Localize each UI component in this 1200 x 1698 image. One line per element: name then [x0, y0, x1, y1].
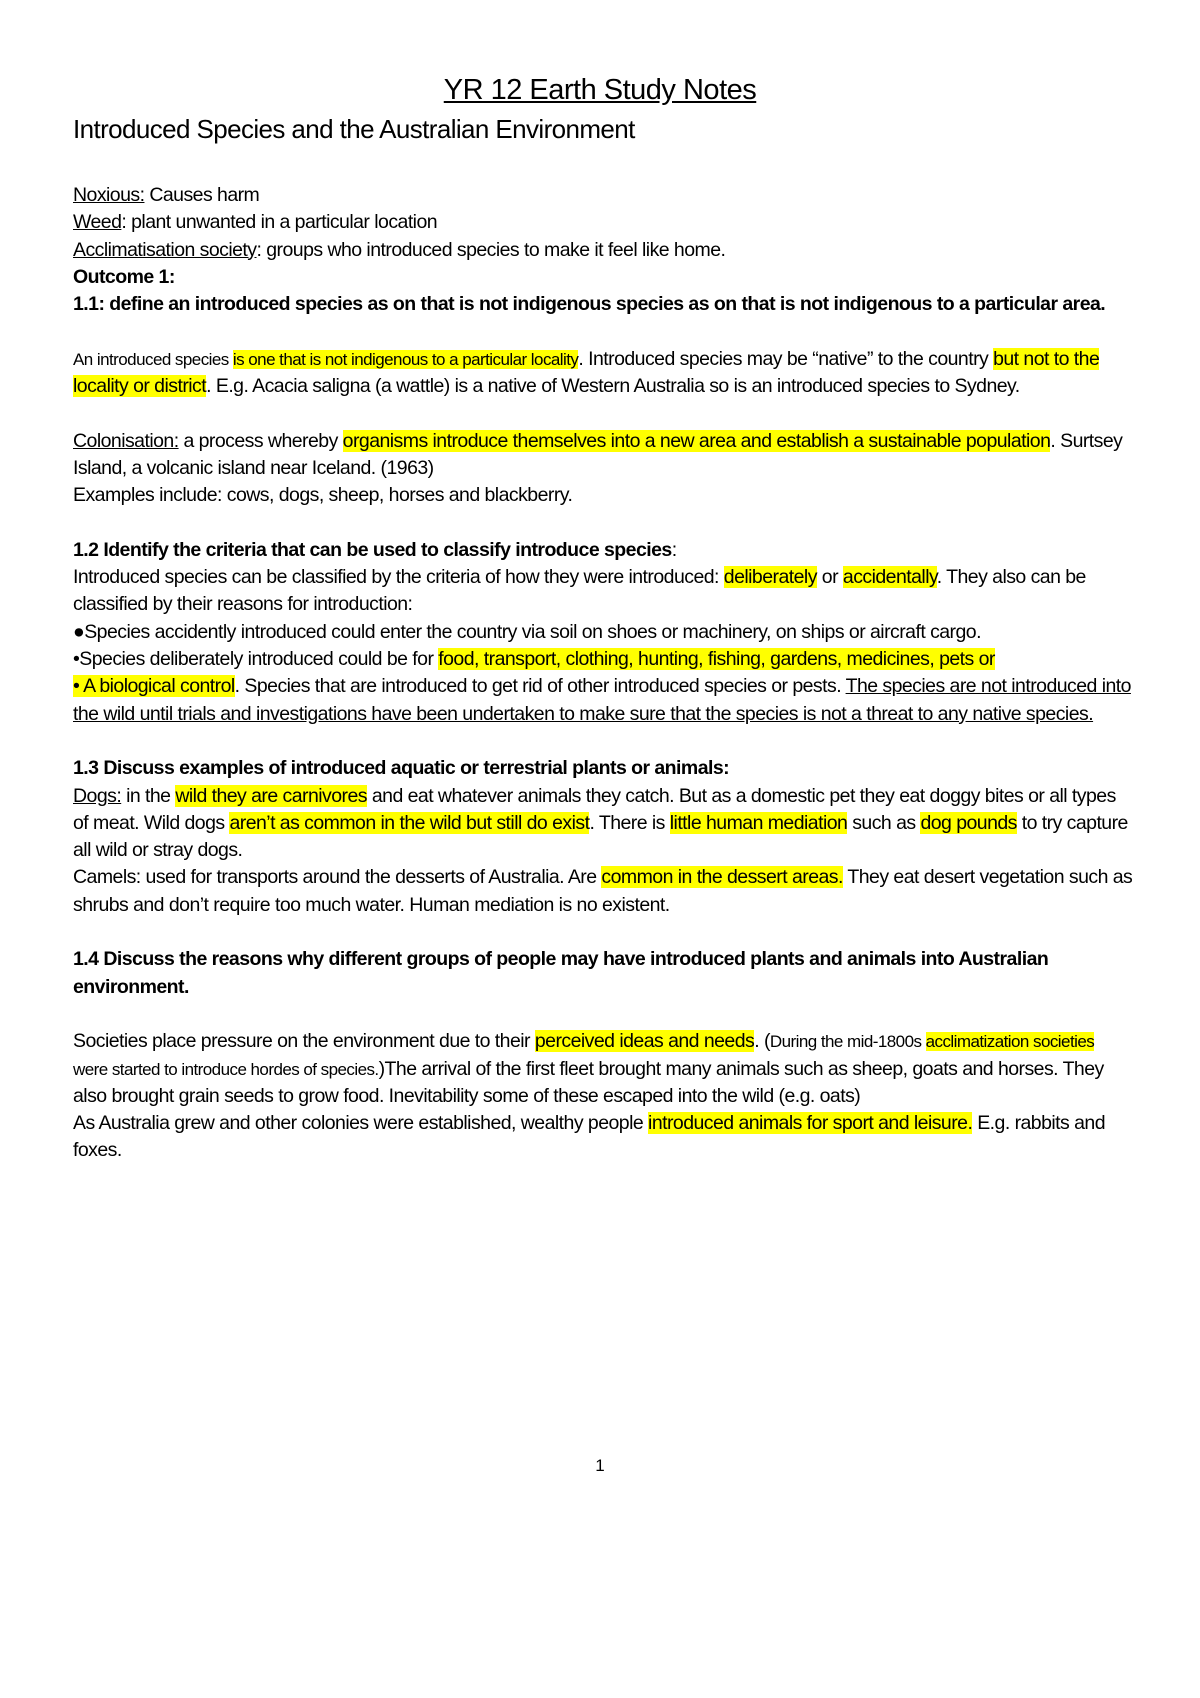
- text-run: :: [671, 538, 677, 561]
- heading-text: Outcome 1:: [73, 265, 175, 288]
- paragraph: [73, 1110, 1133, 1165]
- text-run: in the: [121, 784, 176, 807]
- paragraph: [73, 346, 1133, 401]
- heading-text: 1.3 Discuss examples of introduced aquatic or terrestrial plants or animals:: [73, 757, 730, 780]
- heading-text: 1.1: define an introduced species as on that is not indigenous species as on that is not indigenous to a particular area.: [73, 293, 1106, 316]
- highlighted-text: food, transport, clothing, hunting, fishing, gardens, medicines, pets or: [438, 648, 995, 671]
- text-run: Introduced species can be classified by the criteria of how they were introduced:: [73, 566, 724, 589]
- paragraph: [73, 1028, 1133, 1110]
- highlighted-text: common in the dessert areas.: [601, 866, 843, 889]
- text-run: Camels: used for transports around the desserts of Australia. Are: [73, 866, 602, 889]
- text-run: Examples include: cows, dogs, sheep, horses and blackberry.: [73, 484, 573, 507]
- text-run: Acclimatisation society: [73, 238, 257, 261]
- highlighted-text: wild they are carnivores: [175, 784, 367, 807]
- text-run: . E.g. Acacia saligna (a wattle) is a native of Western Australia so is an introduced species to Sydney.: [206, 375, 1020, 398]
- paragraph: [73, 673, 1133, 728]
- paragraph: [73, 264, 1133, 291]
- text-run: . (: [754, 1030, 770, 1053]
- text-run: and eat whatever animals they catch. But as a domestic pet they eat doggy bites or all types of meat. Wild dogs: [73, 784, 1116, 834]
- blank-line: [73, 318, 1133, 345]
- highlighted-text: but not to the locality or district: [73, 347, 1100, 398]
- text-run: Societies place pressure on the environment due to their: [73, 1030, 535, 1053]
- text-run: to try capture all wild or stray dogs.: [73, 811, 1128, 862]
- blank-line: [73, 728, 1133, 755]
- paragraph: [73, 237, 1133, 264]
- text-run: . Introduced species may be “native” to the country: [578, 347, 994, 370]
- paragraph: [73, 646, 1133, 673]
- highlighted-text: acclimatization societies: [925, 1032, 1095, 1052]
- paragraph: [73, 783, 1133, 865]
- text-run: ●Species accidently introduced could enter the country via soil on shoes or machinery, on ships or aircraft cargo.: [73, 620, 981, 643]
- blank-line: [73, 510, 1133, 537]
- text-run: The species are not introduced into the wild until trials and investigations have been undertaken to make sure that the species is not a threat to any native species.: [73, 675, 1131, 725]
- heading-text: 1.2 Identify the criteria that can be used to classify introduce species: [73, 538, 672, 561]
- blank-line: [73, 400, 1133, 427]
- text-run: Causes harm: [144, 184, 260, 206]
- text-run: . They also can be classified by their reasons for introduction:: [73, 566, 1086, 616]
- highlighted-text: perceived ideas and needs: [534, 1030, 755, 1053]
- text-run: : plant unwanted in a particular location: [121, 211, 438, 234]
- text-run: Noxious:: [73, 184, 145, 206]
- text-run: : groups who introduced species to make it feel like home.: [256, 238, 726, 261]
- document-title: YR 12 Earth Study Notes: [443, 74, 757, 106]
- paragraph: [73, 428, 1133, 483]
- text-run: An introduced species: [73, 349, 233, 369]
- text-run: . Species that are introduced to get rid of other introduced species or pests.: [234, 675, 846, 698]
- highlighted-text: dog pounds: [920, 811, 1017, 834]
- highlighted-text: deliberately: [723, 566, 817, 589]
- highlighted-text: organisms introduce themselves into a new area and establish a sustainable population: [342, 429, 1051, 452]
- text-run: )The arrival of the first fleet brought many animals such as sheep, goats and horses. They also brought grain seeds to grow food. Inevitability some of these escaped into the wild (e.g. oats): [73, 1057, 1104, 1107]
- highlighted-text: aren’t as common in the wild but still do exist: [229, 811, 590, 834]
- heading-text: 1.4 Discuss the reasons why different groups of people may have introduced plants and animals into Australian environment.: [73, 948, 1049, 998]
- text-run: or: [816, 566, 843, 589]
- paragraph: [73, 182, 1133, 209]
- blank-line: [73, 919, 1133, 946]
- text-run: E.g. rabbits and foxes.: [73, 1112, 1105, 1162]
- paragraph: [73, 537, 1133, 564]
- paragraph: [73, 619, 1133, 646]
- text-run: Dogs:: [73, 784, 122, 807]
- text-run: a process whereby: [178, 429, 343, 452]
- paragraph: [73, 564, 1133, 619]
- text-run: They eat desert vegetation such as shrubs and don’t require too much water. Human mediation is no existent.: [73, 866, 1133, 916]
- text-run: •Species deliberately introduced could be for: [73, 648, 439, 671]
- text-run: Colonisation:: [73, 429, 179, 452]
- paragraph: [73, 291, 1133, 318]
- document-body: [73, 182, 1133, 1165]
- text-run: were started to introduce hordes of species.: [73, 1059, 379, 1079]
- paragraph: [73, 755, 1133, 782]
- text-run: . There is: [589, 811, 670, 834]
- paragraph: [73, 946, 1133, 1001]
- highlighted-text: • A biological control: [73, 675, 235, 698]
- document-subtitle: Introduced Species and the Australian Environment: [73, 114, 635, 144]
- paragraph: [73, 864, 1133, 919]
- paragraph: [73, 482, 1133, 509]
- highlighted-text: introduced animals for sport and leisure.: [648, 1112, 973, 1135]
- highlighted-text: little human mediation: [669, 811, 848, 834]
- text-run: such as: [847, 811, 921, 834]
- page-number: 1: [595, 1456, 605, 1475]
- text-run: As Australia grew and other colonies were established, wealthy people: [73, 1112, 649, 1135]
- text-run: During the mid-1800s: [769, 1032, 926, 1052]
- text-run: Weed: [73, 211, 122, 234]
- text-run: . Surtsey Island, a volcanic island near Iceland. (1963): [73, 429, 1123, 479]
- blank-line: [73, 1001, 1133, 1028]
- highlighted-text: accidentally: [842, 566, 937, 589]
- highlighted-text: is one that is not indigenous to a particular locality: [232, 349, 579, 369]
- paragraph: [73, 209, 1133, 236]
